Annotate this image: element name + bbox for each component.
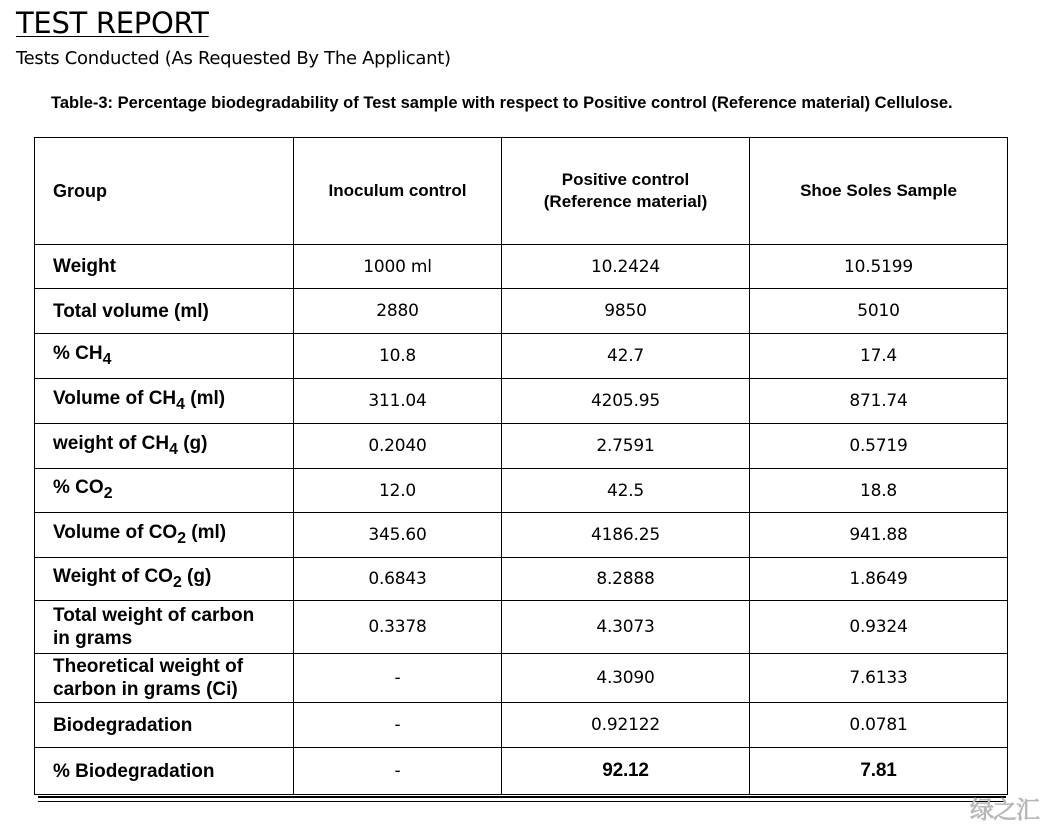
cell-positive: 4.3090 [502,654,750,703]
cell-sample: 0.0781 [750,703,1008,748]
report-title: TEST REPORT [16,6,209,40]
cell-sample: 18.8 [750,469,1008,513]
table-row [35,558,1008,601]
row-label-subscript: 2 [177,529,187,547]
row-label [35,654,294,703]
cell-sample: 1.8649 [750,558,1008,601]
row-label-text: Volume of CO [53,521,178,543]
cell-sample: 871.74 [750,379,1008,424]
row-label-text: % CO [53,477,104,499]
table-row [35,245,1008,289]
row-label-suffix: (ml) [186,521,227,543]
cell-positive: 8.2888 [502,558,750,601]
cell-sample: 0.9324 [750,601,1008,654]
table-row [35,469,1008,513]
row-label-text: Weight of CO [53,565,173,587]
table-row [35,513,1008,558]
cell-positive: 9850 [502,289,750,334]
table-row [35,601,1008,654]
row-label-suffix: (g) [181,565,212,587]
row-label-subscript: 2 [172,573,182,591]
row-label: % Biodegradation [35,748,294,795]
row-label-text: % CH [53,342,103,364]
cell-inoculum: 12.0 [294,469,502,513]
cell-inoculum: 345.60 [294,513,502,558]
cell-positive: 42.7 [502,334,750,379]
row-label-line1: Theoretical weight of [53,656,244,677]
cell-sample: 0.5719 [750,424,1008,469]
row-label [35,334,294,379]
cell-sample: 941.88 [750,513,1008,558]
cell-inoculum: 1000 ml [294,245,502,289]
cell-inoculum: - [294,703,502,748]
cell-inoculum: 0.3378 [294,601,502,654]
row-label [35,379,294,424]
cell-positive: 4186.25 [502,513,750,558]
cell-positive: 10.2424 [502,245,750,289]
table-row [35,748,1008,795]
cell-inoculum: - [294,654,502,703]
cell-positive: 4205.95 [502,379,750,424]
row-label: Total volume (ml) [35,289,294,334]
row-label [35,513,294,558]
table-row [35,424,1008,469]
row-label-subscript: 4 [102,350,112,368]
cell-sample: 7.81 [750,748,1008,795]
row-label [35,558,294,601]
footer-rule [38,796,1006,798]
header-group: Group [35,138,294,245]
header-positive-line1: Positive control [561,170,690,189]
row-label [35,469,294,513]
cell-positive: 2.7591 [502,424,750,469]
row-label: Weight [35,245,294,289]
table-row [35,703,1008,748]
row-label-text: Volume of CH [53,387,177,409]
header-positive-control [502,138,750,245]
row-label-suffix: (ml) [184,387,226,409]
table-header-row [35,138,1008,245]
cell-inoculum: - [294,748,502,795]
cell-sample: 17.4 [750,334,1008,379]
cell-inoculum: 2880 [294,289,502,334]
row-label-subscript: 4 [169,440,178,458]
row-label-subscript: 2 [103,484,113,502]
cell-positive: 42.5 [502,469,750,513]
cell-positive: 0.92122 [502,703,750,748]
table-row [35,379,1008,424]
row-label [35,424,294,469]
header-positive-line2: (Reference material) [543,192,708,211]
header-inoculum-control: Inoculum control [294,138,502,245]
watermark-logo: 绿之汇 [970,796,1039,824]
table-row [35,289,1008,334]
row-label-text: weight of CH [53,432,170,454]
table-caption: Table-3: Percentage biodegradability of Test sample with respect to Positive control (Reference material) Cellulose. [51,94,953,112]
cell-sample: 7.6133 [750,654,1008,703]
cell-inoculum: 311.04 [294,379,502,424]
table-row [35,334,1008,379]
table-row [35,654,1008,703]
cell-inoculum: 10.8 [294,334,502,379]
row-label: Biodegradation [35,703,294,748]
report-subtitle: Tests Conducted (As Requested By The Applicant) [16,48,451,69]
biodegradability-table [34,137,1008,795]
header-shoe-soles-sample: Shoe Soles Sample [750,138,1008,245]
row-label [35,601,294,654]
row-label-line1: Total weight of carbon [53,605,255,626]
cell-positive: 4.3073 [502,601,750,654]
row-label-suffix: (g) [177,432,208,454]
row-label-line2: carbon in grams (Ci) [53,679,238,700]
cell-sample: 5010 [750,289,1008,334]
cell-positive: 92.12 [502,748,750,795]
cell-inoculum: 0.2040 [294,424,502,469]
row-label-subscript: 4 [176,395,185,413]
footer-rule [38,801,1006,802]
cell-sample: 10.5199 [750,245,1008,289]
row-label-line2: in grams [53,628,133,649]
cell-inoculum: 0.6843 [294,558,502,601]
